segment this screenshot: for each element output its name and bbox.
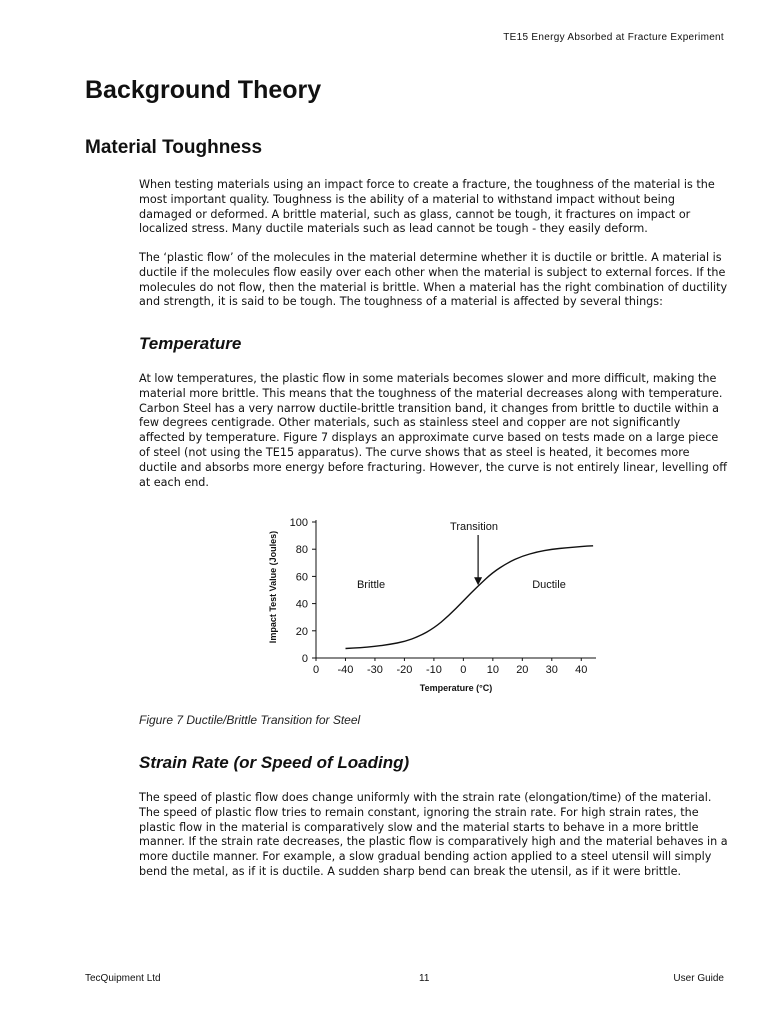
x-tick-label: 40 <box>575 664 588 676</box>
paragraph-intro: When testing materials using an impact force to create a fracture, the toughness of the material is the most important quality. Toughness is the ability of a material to withstand impact without being damaged or deformed. A brittle material, such as glass, cannot be tough, it fractures on impact or localized stress. Many ductile materials such as lead cannot be tough - they easily deform. <box>139 178 715 236</box>
subheading-temperature: Temperature <box>139 334 242 353</box>
footer-company: TecQuipment Ltd <box>85 973 161 984</box>
footer-page-number: 11 <box>419 973 430 984</box>
page-title: Background Theory <box>85 76 322 104</box>
y-tick-label: 80 <box>295 544 308 557</box>
x-tick-label: 30 <box>545 664 558 676</box>
subheading-strain-rate: Strain Rate (or Speed of Loading) <box>139 753 410 772</box>
paragraph-strain-rate: The speed of plastic flow does change uniformly with the strain rate (elongation/time) of the material. The speed of plastic flow tries to remain constant, ignoring the strain rate. For high strain rates, the plastic flow in the material is comparatively slow and the material starts to behave in a more brittle manner. If the strain rate decreases, the plastic flow is comparatively high and the material behaves in a more ductile manner. For example, a slow gradual bending action applied to a steel utensil will simply bend the metal, as if it is ductile. A sudden sharp bend can break the utensil, as if it were brittle. <box>139 791 728 878</box>
figure-transition-chart <box>260 505 600 700</box>
x-tick-label: -10 <box>425 664 442 676</box>
y-tick-label: 20 <box>295 625 308 638</box>
annotation-ductile: Ductile <box>532 579 566 591</box>
x-tick-label: -40 <box>337 664 354 676</box>
chart-svg <box>260 505 600 700</box>
y-tick-label: 0 <box>301 653 308 665</box>
x-tick-label: 0 <box>460 664 467 676</box>
x-tick-label: -30 <box>366 664 383 676</box>
y-axis-label: Impact Test Value (Joules) <box>268 530 278 644</box>
x-tick-label: 20 <box>516 664 529 676</box>
figure-caption: Figure 7 Ductile/Brittle Transition for Steel <box>139 713 361 727</box>
transition-curve <box>346 546 594 649</box>
section-heading-material-toughness: Material Toughness <box>85 137 263 158</box>
y-tick-label: 100 <box>289 517 308 529</box>
annotation-brittle: Brittle <box>356 579 386 591</box>
annotation-transition: Transition <box>450 521 498 533</box>
x-tick-label: -20 <box>396 664 413 676</box>
footer-document-type: User Guide <box>673 973 724 984</box>
paragraph-temperature: At low temperatures, the plastic flow in some materials becomes slower and more difficult, making the material more brittle. This means that the toughness of the material decreases along with temperature. Carbon Steel has a very narrow ductile-brittle transition band, it changes from brittle to ductile within a few degrees centigrade. Other materials, such as stainless steel and copper are not significantly affected by temperature. Figure 7 displays an approximate curve based on tests made on a large piece of steel (not using the TE15 apparatus). The curve shows that as steel is heated, it becomes more ductile and absorbs more energy before fracturing. However, the curve is not entirely linear, levelling off at each end. <box>139 372 727 489</box>
y-tick-label: 40 <box>295 598 308 611</box>
x-tick-label: 0 <box>312 664 320 676</box>
running-header: TE15 Energy Absorbed at Fracture Experiment <box>503 32 724 43</box>
x-tick-label: 10 <box>486 664 499 676</box>
x-axis-label: Temperature (°C) <box>419 683 493 693</box>
paragraph-plastic-flow: The ‘plastic flow’ of the molecules in the material determine whether it is ductile or brittle. A material is ductile if the molecules flow easily over each other when the material is subject to external forces. If the molecules do not flow, then the material is brittle. When a material has the right combination of ductility and strength, it is said to be tough. The toughness of a material is affected by several things: <box>139 251 728 309</box>
y-tick-label: 60 <box>295 571 308 584</box>
